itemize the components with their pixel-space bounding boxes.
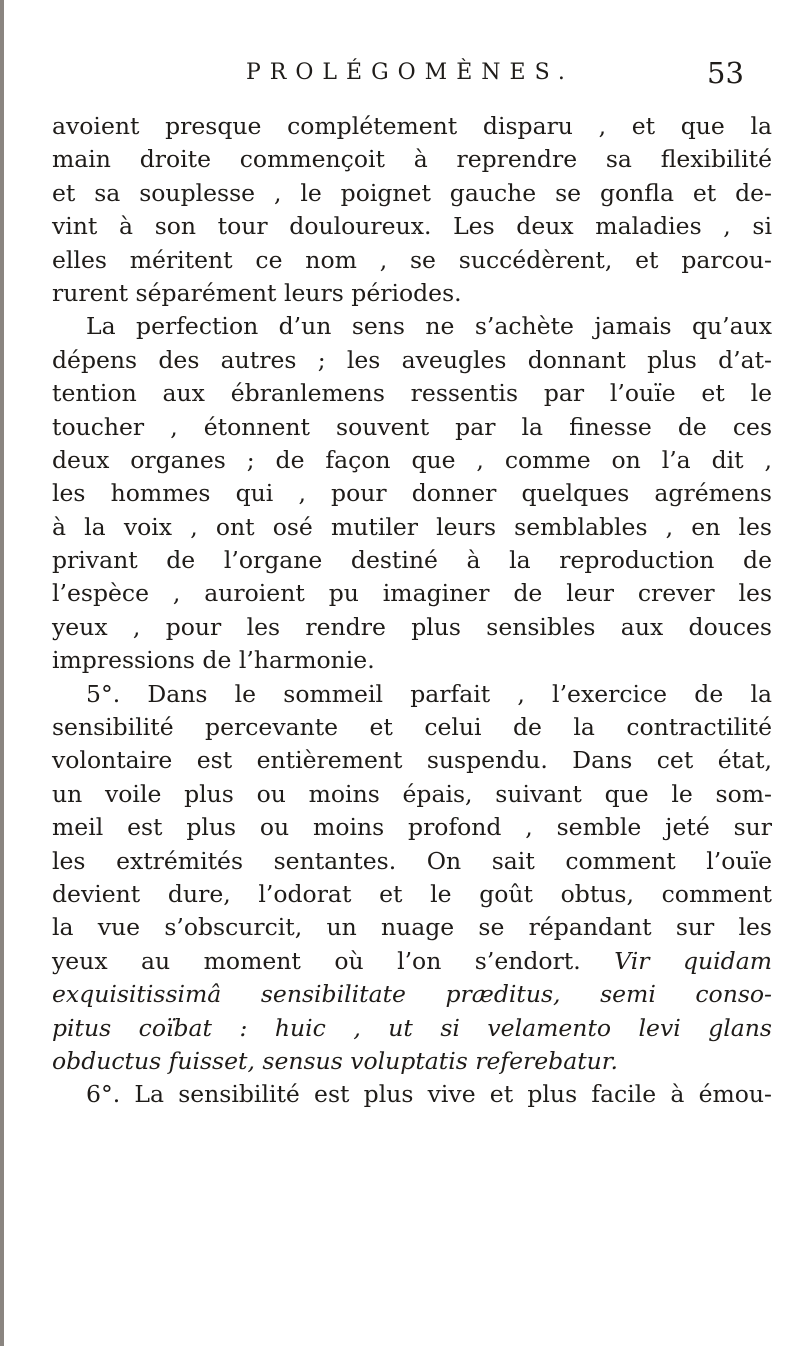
text-line-8: dépens des autres ; les aveugles donnant plus d’at- bbox=[52, 345, 772, 374]
text-line-19: sensibilité percevante et celui de la contractilité bbox=[52, 713, 772, 742]
text-line-21: un voile plus ou moins épais, suivant que le som- bbox=[52, 779, 772, 808]
text-line-4: vint à son tour douloureux. Les deux maladies , si bbox=[52, 212, 772, 241]
text-line-5: elles méritent ce nom , se succédèrent, et parcou- bbox=[52, 245, 772, 274]
text-line-24: devient dure, l’odorat et le goût obtus, comment bbox=[52, 879, 772, 908]
text-line-10: toucher , étonnent souvent par la finesse de ces bbox=[52, 412, 772, 441]
page-edge bbox=[0, 0, 4, 1346]
text-line-25: la vue s’obscurcit, un nuage se répandant sur les bbox=[52, 913, 772, 942]
text-line-1: avoient presque complétement disparu , et que la bbox=[52, 112, 772, 140]
text-line-20: volontaire est entièrement suspendu. Dans cet état, bbox=[52, 746, 772, 775]
text-line-12: les hommes qui , pour donner quelques agrémens bbox=[52, 479, 772, 508]
text-line-27: exquisitissimâ sensibilitate præditus, semi conso- bbox=[52, 980, 772, 1009]
text-line-7: La perfection d’un sens ne s’achète jamais qu’aux bbox=[86, 312, 772, 341]
latin-phrase: Vir quidam bbox=[614, 946, 773, 975]
text-line-11: deux organes ; de façon que , comme on l’a dit , bbox=[52, 445, 772, 474]
text-body bbox=[52, 110, 772, 1112]
text-line-18: 5°. Dans le sommeil parfait , l’exercice de la bbox=[86, 679, 772, 708]
text-line-15: l’espèce , auroient pu imaginer de leur crever les bbox=[52, 579, 772, 608]
text-line-26: yeux au moment où l’on s’endort. Vir quidam bbox=[52, 946, 773, 975]
running-title: PROLÉGOMÈNES. bbox=[246, 60, 574, 85]
text-line-14: privant de l’organe destiné à la reproduction de bbox=[52, 546, 772, 575]
text-line-30: 6°. La sensibilité est plus vive et plus facile à émou- bbox=[86, 1080, 772, 1109]
text-line-29: obductus fuisset, sensus voluptatis referebatur. bbox=[52, 1046, 618, 1075]
page-number: 53 bbox=[707, 56, 744, 90]
text-line-23: les extrémités sentantes. On sait comment l’ouïe bbox=[52, 846, 772, 875]
running-head bbox=[0, 56, 801, 90]
text-line-28: pitus coïbat : huic , ut si velamento levi glans bbox=[52, 1013, 772, 1042]
text-line-22: meil est plus ou moins profond , semble jeté sur bbox=[52, 813, 772, 842]
text-line-17: impressions de l’harmonie. bbox=[52, 646, 375, 675]
text-line-9: tention aux ébranlemens ressentis par l’ouïe et le bbox=[52, 379, 772, 408]
text-line-3: et sa souplesse , le poignet gauche se gonfla et de- bbox=[52, 178, 772, 207]
text-line-16: yeux , pour les rendre plus sensibles aux douces bbox=[52, 612, 772, 641]
text-line-2: main droite commençoit à reprendre sa flexibilité bbox=[52, 145, 772, 174]
text-line-13: à la voix , ont osé mutiler leurs semblables , en les bbox=[52, 512, 772, 541]
text-line-6: rurent séparément leurs périodes. bbox=[52, 278, 462, 307]
